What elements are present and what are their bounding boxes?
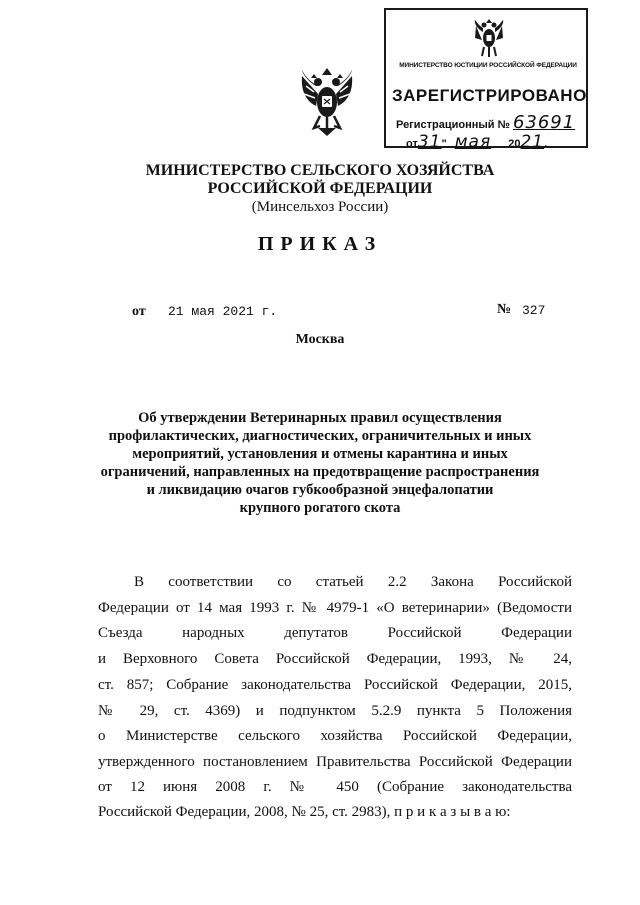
ministry-name-line-1: МИНИСТЕРСТВО СЕЛЬСКОГО ХОЗЯЙСТВА: [145, 162, 495, 179]
title-line: и ликвидацию очагов губкообразной энцефалопатии: [146, 482, 494, 498]
body-line: утвержденного постановлением Правительства Российской Федерации: [98, 754, 572, 770]
stamp-registered-label: ЗАРЕГИСТРИРОВАНО: [392, 86, 587, 105]
body-line: ст. 857; Собрание законодательства Российской Федерации, 2015,: [98, 677, 572, 693]
title-line: ограничений, направленных на предотвращение распространения: [100, 464, 540, 480]
registration-stamp: [384, 8, 588, 152]
stamp-date-day: 31: [417, 132, 442, 152]
body-line: и Верховного Совета Российской Федерации, 1993, № 24,: [98, 651, 572, 667]
body-line: Съезда народных депутатов Российской Федерации: [98, 625, 572, 641]
order-number: 327: [522, 303, 546, 318]
body-line: № 29, ст. 4369) и подпунктом 5.2.9 пункта 5 Положения: [98, 703, 572, 719]
date-label: от: [132, 304, 146, 319]
stamp-date-year-suffix: 21: [520, 132, 545, 152]
stamp-reg-number-value: 63691: [512, 112, 576, 133]
ministry-name-line-2: РОССИЙСКОЙ ФЕДЕРАЦИИ: [207, 180, 433, 197]
title-line: мероприятий, установления и отмены карантина и иных: [132, 446, 508, 462]
ministry-short-name: (Минсельхоз России): [251, 199, 389, 215]
title-line: Об утверждении Ветеринарных правил осуществления: [138, 410, 502, 426]
body-line: В соответствии со статьей 2.2 Закона Российской: [134, 574, 572, 590]
title-line: профилактических, диагностических, ограничительных и иных: [108, 428, 532, 444]
body-line: от 12 июня 2008 г. № 450 (Собрание законодательства: [98, 779, 572, 795]
stamp-date-month: мая: [454, 132, 492, 152]
coat-of-arms-icon: [472, 16, 506, 60]
stamp-date-year-prefix: 20: [508, 138, 521, 150]
stamp-registration-number: [396, 112, 575, 133]
body-line: о Министерстве сельского хозяйства Российской Федерации,: [98, 728, 572, 744]
body-line: Российской Федерации, 2008, № 25, ст. 2983), п р и к а з ы в а ю:: [98, 804, 511, 820]
number-label: №: [497, 302, 512, 317]
double-headed-eagle-icon: [298, 66, 356, 138]
stamp-date: от31" мая 2021.: [406, 132, 548, 152]
city: Москва: [295, 332, 345, 347]
stamp-ministry-name: МИНИСТЕРСТВО ЮСТИЦИИ РОССИЙСКОЙ ФЕДЕРАЦИИ: [399, 62, 577, 69]
stamp-date-prefix: от: [406, 138, 418, 150]
stamp-reg-number-label: Регистрационный №: [396, 119, 510, 131]
document-type: ПРИКАЗ: [257, 233, 383, 255]
body-line: Федерации от 14 мая 1993 г. № 4979-1 «О ветеринарии» (Ведомости: [98, 600, 572, 616]
order-date: 21 мая 2021 г.: [168, 304, 278, 319]
title-line: крупного рогатого скота: [239, 500, 401, 516]
